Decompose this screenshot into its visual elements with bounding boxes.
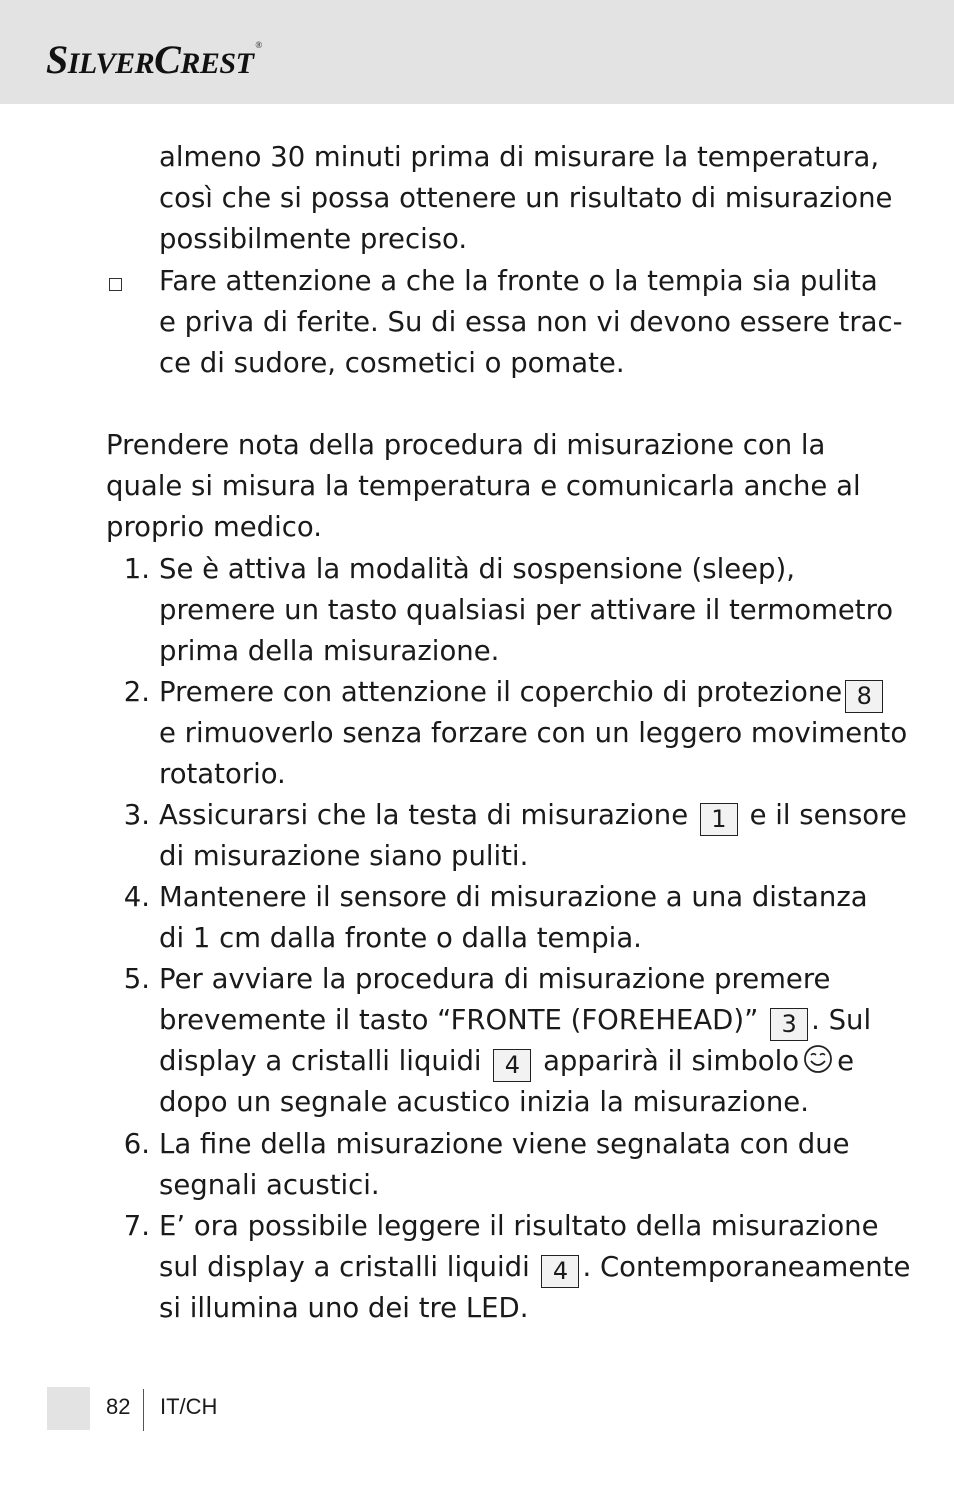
- smiley-face-icon: [803, 1044, 833, 1074]
- text-line: proprio medico.: [106, 511, 322, 543]
- footer-divider: [143, 1389, 144, 1431]
- text-line: prima della misurazione.: [159, 635, 500, 667]
- text-line: brevemente il tasto “FRONTE (FOREHEAD)” 3 . Sul: [159, 1000, 871, 1041]
- text-line: possibilmente preciso.: [159, 223, 468, 255]
- text-line: display a cristalli liquidi 4 apparirà il simbolo e: [159, 1041, 854, 1082]
- text-line: e priva di ferite. Su di essa non vi devono essere trac-: [159, 306, 903, 338]
- reference-box: 4: [493, 1049, 531, 1082]
- text-line: dopo un segnale acustico inizia la misurazione.: [159, 1086, 809, 1118]
- text-line: ce di sudore, cosmetici o pomate.: [159, 347, 625, 379]
- text-line: quale si misura la temperatura e comunicarla anche al: [106, 470, 861, 502]
- text-line: premere un tasto qualsiasi per attivare il termometro: [159, 594, 894, 626]
- text-line: così che si possa ottenere un risultato di misurazione: [159, 182, 893, 214]
- text-line: rotatorio.: [159, 758, 286, 790]
- text-line: E’ ora possibile leggere il risultato della misurazione: [159, 1210, 879, 1242]
- text-line: segnali acustici.: [159, 1169, 380, 1201]
- reference-box: 8: [845, 680, 883, 713]
- text-line: La fine della misurazione viene segnalata con due: [159, 1128, 850, 1160]
- step-number: 7.: [123, 1210, 150, 1242]
- brand-logo: SILVERCREST®: [46, 37, 262, 82]
- locale-label: IT/CH: [160, 1394, 218, 1419]
- step-number: 5.: [123, 963, 150, 995]
- text-line: e rimuoverlo senza forzare con un leggero movimento: [159, 717, 908, 749]
- step-number: 2.: [123, 676, 150, 708]
- text-line: Premere con attenzione il coperchio di protezione 8: [159, 672, 886, 713]
- text-line: almeno 30 minuti prima di misurare la temperatura,: [159, 141, 880, 173]
- step-number: 3.: [123, 799, 150, 831]
- reference-box: 4: [541, 1255, 579, 1288]
- text-line: di misurazione siano puliti.: [159, 840, 529, 872]
- text-line: Fare attenzione a che la fronte o la tempia sia pulita: [159, 265, 878, 297]
- reference-box: 1: [700, 803, 738, 836]
- step-number: 6.: [123, 1128, 150, 1160]
- text-line: Mantenere il sensore di misurazione a una distanza: [159, 881, 868, 913]
- text-line: Assicurarsi che la testa di misurazione 1 e il sensore: [159, 795, 907, 836]
- page-number: 82: [106, 1394, 131, 1419]
- footer-tab: [47, 1387, 90, 1430]
- text-line: si illumina uno dei tre LED.: [159, 1292, 529, 1324]
- text-line: Per avviare la procedura di misurazione premere: [159, 963, 831, 995]
- text-line: di 1 cm dalla fronte o dalla tempia.: [159, 922, 642, 954]
- text-line: sul display a cristalli liquidi 4 . Contemporaneamente: [159, 1247, 910, 1288]
- step-number: 4.: [123, 881, 150, 913]
- step-number: 1.: [123, 553, 150, 585]
- text-line: Prendere nota della procedura di misurazione con la: [106, 429, 826, 461]
- page-header: [0, 0, 954, 104]
- text-line: Se è attiva la modalità di sospensione (sleep),: [159, 553, 795, 585]
- reference-box: 3: [770, 1008, 808, 1041]
- checkbox-bullet-icon: [109, 278, 122, 291]
